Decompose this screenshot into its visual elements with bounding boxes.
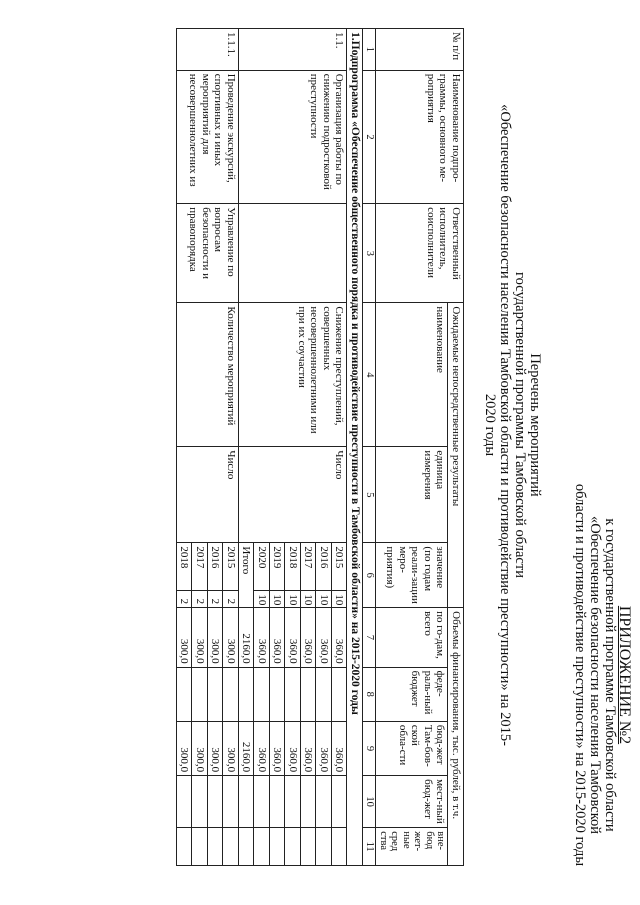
- appendix-line: области и противодействие преступности» на 2015-2020 годы: [572, 483, 588, 867]
- regional-cell: 300,0: [177, 721, 193, 775]
- header-fin-total: по го-дам, всего: [376, 608, 448, 667]
- col-number: 10: [363, 776, 377, 828]
- total-cell: 300,0: [192, 608, 208, 667]
- extra-cell: [192, 828, 208, 866]
- col-number: 5: [363, 447, 377, 543]
- value-cell: 10: [254, 591, 270, 608]
- regional-cell: 300,0: [192, 721, 208, 775]
- header-fin-federal: феде-раль-ный бюджет: [376, 667, 448, 721]
- local-cell: [270, 776, 286, 828]
- year-cell: 2018: [177, 543, 193, 591]
- header-finance: Объемы финансирования, тыс. рублей, в т.ч.: [448, 608, 464, 866]
- federal-cell: [223, 667, 239, 721]
- header-results: Ожидаемые непосредственные результаты: [448, 303, 464, 608]
- activities-table: [176, 28, 464, 866]
- regional-cell: 2160,0: [239, 721, 255, 775]
- header-result-name: наименование: [376, 303, 448, 447]
- total-cell: 360,0: [254, 608, 270, 667]
- local-cell: [208, 776, 224, 828]
- header-name: Наименование подпро-граммы, основного ме-роприятия: [376, 70, 464, 204]
- value-cell: 10: [332, 591, 348, 608]
- extra-cell: [332, 828, 348, 866]
- regional-cell: 300,0: [223, 721, 239, 775]
- year-cell: 2015: [223, 543, 239, 591]
- value-cell: 2: [177, 591, 193, 608]
- header-fin-regional: бюд-жет Там-бов-ской обла-сти: [376, 721, 448, 775]
- header-fin-local: мест-ный бюд-жет: [376, 776, 448, 828]
- local-cell: [192, 776, 208, 828]
- total-cell: 360,0: [285, 608, 301, 667]
- year-cell: 2019: [270, 543, 286, 591]
- regional-cell: 300,0: [208, 721, 224, 775]
- local-cell: [223, 776, 239, 828]
- row-number: 1.1.: [239, 29, 348, 71]
- local-cell: [285, 776, 301, 828]
- document-title: [482, 100, 542, 750]
- extra-cell: [254, 828, 270, 866]
- value-cell: 10: [316, 591, 332, 608]
- federal-cell: [285, 667, 301, 721]
- extra-cell: [208, 828, 224, 866]
- year-cell: 2016: [316, 543, 332, 591]
- value-cell: 2: [208, 591, 224, 608]
- table-row: [332, 29, 348, 866]
- local-cell: [301, 776, 317, 828]
- extra-cell: [239, 828, 255, 866]
- regional-cell: 360,0: [316, 721, 332, 775]
- value-cell: 2: [223, 591, 239, 608]
- federal-cell: [254, 667, 270, 721]
- federal-cell: [301, 667, 317, 721]
- header-responsible: Ответственный исполнитель, соисполнители: [376, 204, 464, 303]
- regional-cell: 360,0: [301, 721, 317, 775]
- subprogram-row: [347, 29, 363, 866]
- col-number: 7: [363, 608, 377, 667]
- regional-cell: 360,0: [270, 721, 286, 775]
- col-number: 9: [363, 721, 377, 775]
- federal-cell: [316, 667, 332, 721]
- title-line: Перечень мероприятий: [527, 353, 543, 497]
- value-cell: 10: [301, 591, 317, 608]
- col-number: 6: [363, 543, 377, 608]
- local-cell: [316, 776, 332, 828]
- col-number: 1: [363, 29, 377, 71]
- result-name: Количество мероприятий: [177, 303, 239, 447]
- result-unit: Число: [177, 447, 239, 543]
- total-cell: 360,0: [270, 608, 286, 667]
- header-fin-extra: вне-бюд жет-ные сред ства: [376, 828, 448, 866]
- total-cell: 2160,0: [239, 608, 255, 667]
- itogo-label: Итого: [239, 543, 255, 608]
- value-cell: 10: [270, 591, 286, 608]
- subprogram-title: 1.Подпрограмма «Обеспечение общественного порядка и противодействие преступности в Тамбовской области» на 2015-2020 годы: [347, 29, 363, 866]
- appendix-line: «Обеспечение безопасности населения Тамбовской: [587, 515, 603, 835]
- federal-cell: [332, 667, 348, 721]
- activity-name: Проведение экскурсий, спортивных и иных мероприятий для несовершеннолетних из: [177, 70, 239, 204]
- title-line: «Обеспечение безопасности населения Тамбовской области и противодействие преступности» на 2015-2020 годы: [482, 104, 513, 746]
- year-cell: 2017: [192, 543, 208, 591]
- local-cell: [177, 776, 193, 828]
- extra-cell: [270, 828, 286, 866]
- responsible: [239, 204, 348, 303]
- col-number: 11: [363, 828, 377, 866]
- appendix-line: к государственной программе Тамбовской области: [602, 518, 618, 832]
- federal-cell: [177, 667, 193, 721]
- extra-cell: [316, 828, 332, 866]
- activity-name: Организация работы по снижению подростковой преступности: [239, 70, 348, 204]
- table-row: [223, 29, 239, 866]
- year-cell: 2020: [254, 543, 270, 591]
- header-result-value: значение (по годам реали-зации меро-приятия): [376, 543, 448, 608]
- total-cell: 360,0: [301, 608, 317, 667]
- extra-cell: [177, 828, 193, 866]
- extra-cell: [285, 828, 301, 866]
- column-number-row: [363, 29, 377, 866]
- federal-cell: [192, 667, 208, 721]
- col-number: 4: [363, 303, 377, 447]
- total-cell: 360,0: [332, 608, 348, 667]
- total-cell: 300,0: [177, 608, 193, 667]
- regional-cell: 360,0: [332, 721, 348, 775]
- value-cell: 2: [192, 591, 208, 608]
- regional-cell: 360,0: [285, 721, 301, 775]
- local-cell: [254, 776, 270, 828]
- row-number: 1.1.1.: [177, 29, 239, 71]
- header-row: [448, 29, 464, 866]
- appendix-number: ПРИЛОЖЕНИЕ №2: [616, 605, 633, 745]
- federal-cell: [239, 667, 255, 721]
- col-number: 2: [363, 70, 377, 204]
- header-result-unit: единица измерения: [376, 447, 448, 543]
- federal-cell: [208, 667, 224, 721]
- total-cell: 360,0: [316, 608, 332, 667]
- result-unit: Число: [239, 447, 348, 543]
- local-cell: [239, 776, 255, 828]
- local-cell: [332, 776, 348, 828]
- year-cell: 2017: [301, 543, 317, 591]
- extra-cell: [223, 828, 239, 866]
- total-cell: 300,0: [208, 608, 224, 667]
- total-cell: 300,0: [223, 608, 239, 667]
- year-cell: 2015: [332, 543, 348, 591]
- responsible: Управление по вопросам безопасности и правопорядка: [177, 204, 239, 303]
- header-num: № п/п: [376, 29, 464, 71]
- extra-cell: [301, 828, 317, 866]
- title-line: государственной программы Тамбовской области: [512, 272, 528, 578]
- value-cell: 10: [285, 591, 301, 608]
- year-cell: 2018: [285, 543, 301, 591]
- result-name: Снижение преступлений, совершенных несовершеннолетними или при их соучастии: [239, 303, 348, 447]
- col-number: 3: [363, 204, 377, 303]
- federal-cell: [270, 667, 286, 721]
- col-number: 8: [363, 667, 377, 721]
- appendix-header: [572, 480, 632, 870]
- regional-cell: 360,0: [254, 721, 270, 775]
- year-cell: 2016: [208, 543, 224, 591]
